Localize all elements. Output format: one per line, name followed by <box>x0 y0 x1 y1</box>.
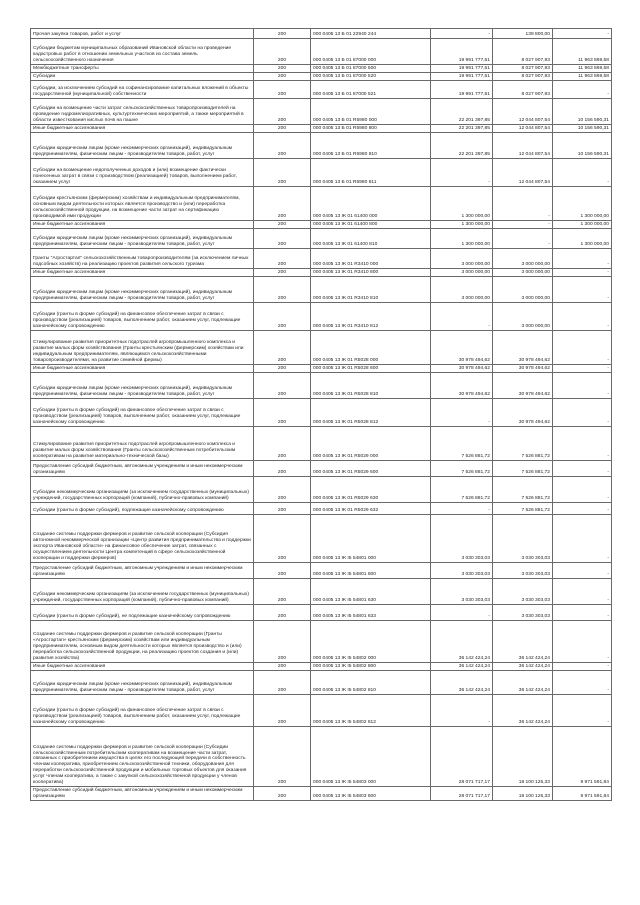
table-row <box>31 621 612 663</box>
row-approved-amount-cell: - <box>431 605 493 621</box>
row-admin-code-cell: 200 <box>254 373 311 399</box>
row-admin-code-cell: 200 <box>254 427 311 461</box>
row-unexecuted-amount-cell: - <box>553 515 612 563</box>
row-admin-code-cell: 200 <box>254 621 311 663</box>
row-admin-code-cell: 200 <box>254 133 311 159</box>
row-name-cell: Предоставление субсидий бюджетным, автономным учреждениям и иным некоммерческим организациям <box>31 787 254 801</box>
table-row <box>31 269 612 277</box>
row-admin-code-cell: 200 <box>254 727 311 787</box>
row-approved-amount-cell: - <box>431 503 493 515</box>
row-executed-amount-cell: 8 027 907,93 <box>493 81 553 99</box>
row-executed-amount-cell: 12 044 807,54 <box>493 125 553 133</box>
row-budget-code-cell: 000 0405 13 Ж 01 R5029 630 <box>311 477 431 503</box>
row-approved-amount-cell: 36 142 424,24 <box>431 621 493 663</box>
table-row <box>31 579 612 605</box>
row-budget-code-cell: 000 0405 13 Б 01 R5980 811 <box>311 159 431 187</box>
row-unexecuted-amount-cell: - <box>553 579 612 605</box>
table-row <box>31 187 612 221</box>
row-executed-amount-cell: 12 044 807,54 <box>493 159 553 187</box>
row-budget-code-cell: 000 0405 13 Б 01 87000 521 <box>311 81 431 99</box>
row-admin-code-cell: 200 <box>254 787 311 801</box>
row-unexecuted-amount-cell: 1 300 000,00 <box>553 229 612 249</box>
row-unexecuted-amount-cell: - <box>553 621 612 663</box>
table-row <box>31 663 612 671</box>
row-executed-amount-cell: 12 044 807,54 <box>493 99 553 125</box>
row-budget-code-cell: 000 0405 13 Ж I5 54801 630 <box>311 579 431 605</box>
row-admin-code-cell: 200 <box>254 515 311 563</box>
table-row <box>31 331 612 365</box>
row-name-cell: Субсидии некоммерческим организациям (за исключением государственных (муниципальных) учреждений, государственных корпораций (компаний), публично-правовых компаний) <box>31 477 254 503</box>
row-name-cell: Субсидии (гранты в форме субсидий) на финансовое обеспечение затрат в связи с производством (реализацией) товаров, выполнением работ, оказанием услуг, подлежащие казначейскому сопровождению <box>31 303 254 331</box>
row-executed-amount-cell: 18 100 125,33 <box>493 727 553 787</box>
table-row <box>31 727 612 787</box>
row-approved-amount-cell: 22 201 397,85 <box>431 133 493 159</box>
row-approved-amount-cell: 30 978 494,62 <box>431 373 493 399</box>
row-budget-code-cell: 000 0405 13 Ж 01 61400 000 <box>311 187 431 221</box>
row-budget-code-cell: 000 0405 13 Ж I5 54802 812 <box>311 695 431 727</box>
row-executed-amount-cell: 7 526 881,72 <box>493 427 553 461</box>
row-approved-amount-cell: 36 142 424,24 <box>431 663 493 671</box>
row-name-cell: Субсидии (гранты в форме субсидий), не подлежащие казначейскому сопровождению <box>31 605 254 621</box>
row-admin-code-cell: 200 <box>254 399 311 427</box>
row-admin-code-cell: 200 <box>254 73 311 81</box>
row-executed-amount-cell: 36 142 424,24 <box>493 671 553 695</box>
row-approved-amount-cell: 3 000 000,00 <box>431 269 493 277</box>
row-budget-code-cell: 000 0405 13 Б 01 87000 500 <box>311 65 431 73</box>
row-admin-code-cell: 200 <box>254 461 311 477</box>
table-row <box>31 365 612 373</box>
row-name-cell: Субсидии (гранты в форме субсидий), подлежащие казначейскому сопровождению <box>31 503 254 515</box>
row-approved-amount-cell: - <box>431 695 493 727</box>
row-approved-amount-cell: 28 071 717,17 <box>431 787 493 801</box>
row-approved-amount-cell: 1 300 000,00 <box>431 229 493 249</box>
row-unexecuted-amount-cell: - <box>553 427 612 461</box>
row-executed-amount-cell: 30 978 494,62 <box>493 331 553 365</box>
table-row <box>31 229 612 249</box>
row-budget-code-cell: 000 0405 13 Ж 01 R5028 800 <box>311 365 431 373</box>
row-budget-code-cell: 000 0405 13 Ж 01 R5028 812 <box>311 399 431 427</box>
row-budget-code-cell: 000 0405 13 Ж 01 R3410 800 <box>311 269 431 277</box>
row-unexecuted-amount-cell: - <box>553 159 612 187</box>
table-row <box>31 81 612 99</box>
row-unexecuted-amount-cell: 9 971 591,84 <box>553 727 612 787</box>
row-admin-code-cell: 200 <box>254 605 311 621</box>
row-unexecuted-amount-cell: - <box>553 331 612 365</box>
row-name-cell: Субсидии юридическим лицам (кроме некоммерческих организаций), индивидуальным предпринимателям, физическим лицам - производителям товаров, работ, услуг <box>31 229 254 249</box>
row-name-cell: Субсидии <box>31 73 254 81</box>
row-unexecuted-amount-cell: - <box>553 663 612 671</box>
row-approved-amount-cell: 7 526 881,72 <box>431 477 493 503</box>
table-row <box>31 65 612 73</box>
row-budget-code-cell: 000 0405 13 Ж 01 R5029 632 <box>311 503 431 515</box>
row-budget-code-cell: 000 0405 13 Ж 01 R5029 600 <box>311 461 431 477</box>
row-executed-amount-cell: 18 100 125,33 <box>493 787 553 801</box>
table-row <box>31 787 612 801</box>
row-unexecuted-amount-cell: - <box>553 277 612 303</box>
table-row <box>31 39 612 65</box>
table-row <box>31 249 612 269</box>
row-executed-amount-cell: 3 000 000,00 <box>493 277 553 303</box>
row-admin-code-cell: 200 <box>254 81 311 99</box>
row-name-cell: Создание системы поддержки фермеров и развитие сельской кооперации (Субсидия автономной некоммерческой организации «Центр развития предпринимательства и поддержки экспорта Ивановской области» на финансовое обеспечение затрат, связанных с осуществлением деятельности Центра компетенций в сфере сельскохозяйственной кооперации и поддержки фермеров) <box>31 515 254 563</box>
row-unexecuted-amount-cell: - <box>553 503 612 515</box>
row-approved-amount-cell: 19 991 777,51 <box>431 65 493 73</box>
row-admin-code-cell: 200 <box>254 277 311 303</box>
row-name-cell: Субсидии некоммерческим организациям (за исключением государственных (муниципальных) учреждений, государственных корпораций (компаний), публично-правовых компаний) <box>31 579 254 605</box>
row-unexecuted-amount-cell: - <box>553 303 612 331</box>
row-approved-amount-cell: 22 201 397,85 <box>431 125 493 133</box>
row-executed-amount-cell: 8 027 907,93 <box>493 39 553 65</box>
row-executed-amount-cell: 3 030 303,03 <box>493 579 553 605</box>
row-admin-code-cell: 200 <box>254 65 311 73</box>
row-approved-amount-cell: 3 000 000,00 <box>431 249 493 269</box>
row-approved-amount-cell: 3 000 000,00 <box>431 277 493 303</box>
row-name-cell: Предоставление субсидий бюджетным, автономным учреждениям и иным некоммерческим организациям <box>31 461 254 477</box>
row-unexecuted-amount-cell: 1 300 000,00 <box>553 221 612 229</box>
row-executed-amount-cell: 139 800,00 <box>493 29 553 39</box>
row-admin-code-cell: 200 <box>254 365 311 373</box>
row-executed-amount-cell: - <box>493 187 553 221</box>
table-row <box>31 29 612 39</box>
row-approved-amount-cell: 19 991 777,51 <box>431 81 493 99</box>
row-unexecuted-amount-cell: - <box>553 81 612 99</box>
row-approved-amount-cell: 22 201 397,85 <box>431 99 493 125</box>
table-row <box>31 221 612 229</box>
row-approved-amount-cell: 7 526 881,72 <box>431 461 493 477</box>
row-approved-amount-cell: 3 030 303,03 <box>431 563 493 579</box>
row-unexecuted-amount-cell: 11 963 869,58 <box>553 65 612 73</box>
row-budget-code-cell: 000 0405 13 Ж 01 R3410 812 <box>311 303 431 331</box>
table-row <box>31 503 612 515</box>
row-unexecuted-amount-cell: 11 963 869,58 <box>553 73 612 81</box>
row-approved-amount-cell: 1 300 000,00 <box>431 187 493 221</box>
table-row <box>31 427 612 461</box>
row-budget-code-cell: 000 0405 13 Ж I5 54802 810 <box>311 671 431 695</box>
row-unexecuted-amount-cell: - <box>553 477 612 503</box>
row-unexecuted-amount-cell: - <box>553 671 612 695</box>
row-executed-amount-cell: 36 142 424,24 <box>493 695 553 727</box>
row-executed-amount-cell: 12 044 807,54 <box>493 133 553 159</box>
row-budget-code-cell: 000 0405 13 Ж 01 R5029 000 <box>311 427 431 461</box>
row-name-cell: Субсидии юридическим лицам (кроме некоммерческих организаций), индивидуальным предпринимателям, физическим лицам - производителям товаров, работ, услуг <box>31 277 254 303</box>
row-unexecuted-amount-cell: 10 156 590,31 <box>553 133 612 159</box>
row-admin-code-cell: 200 <box>254 477 311 503</box>
row-unexecuted-amount-cell: 11 963 869,58 <box>553 39 612 65</box>
row-unexecuted-amount-cell: - <box>553 563 612 579</box>
row-executed-amount-cell: 7 526 881,72 <box>493 477 553 503</box>
row-approved-amount-cell: - <box>431 399 493 427</box>
row-budget-code-cell: 000 0405 13 Ж I5 54802 000 <box>311 621 431 663</box>
row-approved-amount-cell: 19 991 777,51 <box>431 39 493 65</box>
table-row <box>31 73 612 81</box>
row-executed-amount-cell: 36 142 424,24 <box>493 663 553 671</box>
row-executed-amount-cell: 3 000 000,00 <box>493 249 553 269</box>
row-approved-amount-cell: 19 991 777,51 <box>431 73 493 81</box>
row-approved-amount-cell: - <box>431 29 493 39</box>
table-row <box>31 605 612 621</box>
row-name-cell: Субсидии бюджетам муниципальных образований Ивановской области на проведение кадастровых работ в отношении земельных участков из состава земель сельскохозяйственного назначения <box>31 39 254 65</box>
row-unexecuted-amount-cell: - <box>553 399 612 427</box>
table-row <box>31 99 612 125</box>
row-admin-code-cell: 200 <box>254 671 311 695</box>
row-approved-amount-cell: - <box>431 159 493 187</box>
row-approved-amount-cell: 28 071 717,17 <box>431 727 493 787</box>
row-budget-code-cell: 000 0405 13 Ж 01 61400 800 <box>311 221 431 229</box>
row-admin-code-cell: 200 <box>254 229 311 249</box>
row-executed-amount-cell: 30 978 494,62 <box>493 399 553 427</box>
row-name-cell: Субсидии (гранты в форме субсидий) на финансовое обеспечение затрат в связи с производством (реализацией) товаров, выполнением работ, оказанием услуг, подлежащие казначейскому сопровождению <box>31 399 254 427</box>
row-unexecuted-amount-cell: 10 156 590,31 <box>553 125 612 133</box>
row-approved-amount-cell: 36 142 424,24 <box>431 671 493 695</box>
row-admin-code-cell: 200 <box>254 159 311 187</box>
table-row <box>31 133 612 159</box>
row-unexecuted-amount-cell: - <box>553 249 612 269</box>
row-budget-code-cell: 000 0405 13 Ж 01 R5028 810 <box>311 373 431 399</box>
row-unexecuted-amount-cell: 9 971 591,84 <box>553 787 612 801</box>
row-admin-code-cell: 200 <box>254 563 311 579</box>
row-executed-amount-cell: 30 978 494,62 <box>493 365 553 373</box>
row-approved-amount-cell: 3 030 303,03 <box>431 515 493 563</box>
budget-execution-table <box>30 28 612 801</box>
row-name-cell: Межбюджетные трансферты <box>31 65 254 73</box>
row-executed-amount-cell: 3 030 303,03 <box>493 605 553 621</box>
row-unexecuted-amount-cell: - <box>553 461 612 477</box>
row-name-cell: Субсидии юридическим лицам (кроме некоммерческих организаций), индивидуальным предпринимателям, физическим лицам - производителям товаров, работ, услуг <box>31 671 254 695</box>
table-row <box>31 303 612 331</box>
row-budget-code-cell: 000 0405 13 Ж 01 R5028 000 <box>311 331 431 365</box>
row-budget-code-cell: 000 0405 13 Б 01 87000 520 <box>311 73 431 81</box>
row-executed-amount-cell: - <box>493 229 553 249</box>
row-name-cell: Иные бюджетные ассигнования <box>31 365 254 373</box>
table-row <box>31 159 612 187</box>
row-budget-code-cell: 000 0405 13 Ж I5 54803 000 <box>311 727 431 787</box>
row-unexecuted-amount-cell: - <box>553 373 612 399</box>
row-unexecuted-amount-cell: 10 156 590,31 <box>553 99 612 125</box>
row-admin-code-cell: 200 <box>254 99 311 125</box>
row-name-cell: Субсидии, за исключением субсидий на софинансирование капитальных вложений в объекты государственной (муниципальной) собственности <box>31 81 254 99</box>
row-admin-code-cell: 200 <box>254 39 311 65</box>
row-budget-code-cell: 000 0405 13 Б 01 87000 000 <box>311 39 431 65</box>
row-executed-amount-cell: 3 000 000,00 <box>493 269 553 277</box>
table-row <box>31 563 612 579</box>
row-name-cell: Гранты "Агростартап" сельскохозяйственным товаропроизводителям (за исключением личных подсобных хозяйств) на реализацию проектов развития сельского туризма <box>31 249 254 269</box>
row-approved-amount-cell: 1 300 000,00 <box>431 221 493 229</box>
row-executed-amount-cell: 3 000 000,00 <box>493 303 553 331</box>
row-executed-amount-cell: 3 030 303,03 <box>493 563 553 579</box>
row-name-cell: Создание системы поддержки фермеров и развитие сельской кооперации (Субсидии сельскохозяйственным потребительским кооперативам на возмещение части затрат, связанных с приобретением имущества в целях его последующей передачи в собственность членам кооператива, приобретением сельскохозяйственной техники, оборудования для переработки сельскохозяйственной продукции и мобильных торговых объектов для оказания услуг членам кооператива, а также с закупкой сельскохозяйственной продукции у членов кооператива) <box>31 727 254 787</box>
row-admin-code-cell: 200 <box>254 503 311 515</box>
row-executed-amount-cell: 8 027 907,93 <box>493 73 553 81</box>
row-admin-code-cell: 200 <box>254 125 311 133</box>
row-unexecuted-amount-cell: - <box>553 365 612 373</box>
table-row <box>31 671 612 695</box>
table-row <box>31 125 612 133</box>
row-name-cell: Иные бюджетные ассигнования <box>31 221 254 229</box>
row-approved-amount-cell: 3 030 303,03 <box>431 579 493 605</box>
row-admin-code-cell: 200 <box>254 579 311 605</box>
row-admin-code-cell: 200 <box>254 663 311 671</box>
row-budget-code-cell: 000 0405 13 Ж I5 54801 000 <box>311 515 431 563</box>
row-unexecuted-amount-cell: - <box>553 605 612 621</box>
row-name-cell: Прочая закупка товаров, работ и услуг <box>31 29 254 39</box>
row-name-cell: Субсидии на возмещение части затрат сельскохозяйственных товаропроизводителей на проведение гидромелиоративных, культуртехнических мероприятий, а также мероприятий в области известкования кислых почв на пашне <box>31 99 254 125</box>
row-budget-code-cell: 000 0405 13 Б 01 R5980 810 <box>311 133 431 159</box>
row-name-cell: Иные бюджетные ассигнования <box>31 125 254 133</box>
row-budget-code-cell: 000 0405 13 Ж I5 54801 600 <box>311 563 431 579</box>
row-name-cell: Предоставление субсидий бюджетным, автономным учреждениям и иным некоммерческим организациям <box>31 563 254 579</box>
row-admin-code-cell: 200 <box>254 331 311 365</box>
table-body <box>31 29 612 801</box>
table-row <box>31 373 612 399</box>
row-executed-amount-cell: 30 978 494,62 <box>493 373 553 399</box>
row-name-cell: Иные бюджетные ассигнования <box>31 269 254 277</box>
row-executed-amount-cell: 8 027 907,93 <box>493 65 553 73</box>
table-row <box>31 461 612 477</box>
row-executed-amount-cell: 3 030 303,03 <box>493 515 553 563</box>
row-name-cell: Стимулирование развития приоритетных подотраслей агропромышленного комплекса и развитие малых форм хозяйствования (Гранты крестьянским (фермерским) хозяйствам или индивидуальным предпринимателям, являющимся сельскохозяйственными товаропроизводителями, на развитие семейной фермы) <box>31 331 254 365</box>
row-unexecuted-amount-cell: - <box>553 695 612 727</box>
row-executed-amount-cell: 7 526 881,72 <box>493 503 553 515</box>
row-admin-code-cell: 200 <box>254 221 311 229</box>
row-approved-amount-cell: 30 978 494,62 <box>431 365 493 373</box>
table-row <box>31 695 612 727</box>
row-budget-code-cell: 000 0405 13 Ж 01 61400 810 <box>311 229 431 249</box>
row-approved-amount-cell: - <box>431 303 493 331</box>
row-unexecuted-amount-cell: - <box>553 29 612 39</box>
row-approved-amount-cell: 30 978 494,62 <box>431 331 493 365</box>
row-name-cell: Субсидии (гранты в форме субсидий) на финансовое обеспечение затрат в связи с производством (реализацией) товаров, выполнением работ, оказанием услуг, подлежащие казначейскому сопровождению <box>31 695 254 727</box>
row-executed-amount-cell: 7 526 881,72 <box>493 461 553 477</box>
row-name-cell: Субсидии юридическим лицам (кроме некоммерческих организаций), индивидуальным предпринимателям, физическим лицам - производителям товаров, работ, услуг <box>31 373 254 399</box>
row-approved-amount-cell: 7 526 881,72 <box>431 427 493 461</box>
row-budget-code-cell: 000 0405 13 Ж I5 54801 633 <box>311 605 431 621</box>
row-admin-code-cell: 200 <box>254 695 311 727</box>
row-budget-code-cell: 000 0405 13 Б 01 R5980 800 <box>311 125 431 133</box>
row-admin-code-cell: 200 <box>254 29 311 39</box>
row-name-cell: Стимулирование развития приоритетных подотраслей агропромышленного комплекса и развитие малых форм хозяйствования (Гранты сельскохозяйственным потребительским кооперативам на развитие материально-технической базы) <box>31 427 254 461</box>
row-name-cell: Иные бюджетные ассигнования <box>31 663 254 671</box>
row-name-cell: Субсидии юридическим лицам (кроме некоммерческих организаций), индивидуальным предпринимателям, физическим лицам - производителям товаров, работ, услуг <box>31 133 254 159</box>
row-budget-code-cell: 000 0405 13 Б 01 22940 244 <box>311 29 431 39</box>
row-admin-code-cell: 200 <box>254 249 311 269</box>
row-executed-amount-cell: - <box>493 221 553 229</box>
row-unexecuted-amount-cell: - <box>553 269 612 277</box>
row-name-cell: Субсидии крестьянским (фермерским) хозяйствам и индивидуальным предпринимателям, основным видом деятельности которых является производство и (или) переработка сельскохозяйственной продукции, на возмещение части затрат на сертификацию производимой ими продукции <box>31 187 254 221</box>
row-budget-code-cell: 000 0405 13 Ж I5 54802 800 <box>311 663 431 671</box>
row-budget-code-cell: 000 0405 13 Б 01 R5980 000 <box>311 99 431 125</box>
row-admin-code-cell: 200 <box>254 187 311 221</box>
row-admin-code-cell: 200 <box>254 269 311 277</box>
row-executed-amount-cell: 36 142 424,24 <box>493 621 553 663</box>
row-admin-code-cell: 200 <box>254 303 311 331</box>
table-row <box>31 277 612 303</box>
row-name-cell: Субсидии на возмещение недополученных доходов и (или) возмещение фактически понесенных затрат в связи с производством (реализацией) товаров, выполнением работ, оказанием услуг <box>31 159 254 187</box>
table-row <box>31 515 612 563</box>
table-row <box>31 477 612 503</box>
table-row <box>31 399 612 427</box>
row-budget-code-cell: 000 0405 13 Ж 01 R3410 000 <box>311 249 431 269</box>
row-name-cell: Создание системы поддержки фермеров и развитие сельской кооперации (Гранты «Агростартап» крестьянским (фермерским) хозяйствам или индивидуальным предпринимателям, основным видом деятельности которых является производство и (или) переработка сельскохозяйственной продукции, на реализацию проектов создания и (или) развития хозяйства) <box>31 621 254 663</box>
row-budget-code-cell: 000 0405 13 Ж 01 R3410 810 <box>311 277 431 303</box>
row-budget-code-cell: 000 0405 13 Ж I5 54803 600 <box>311 787 431 801</box>
row-unexecuted-amount-cell: 1 300 000,00 <box>553 187 612 221</box>
